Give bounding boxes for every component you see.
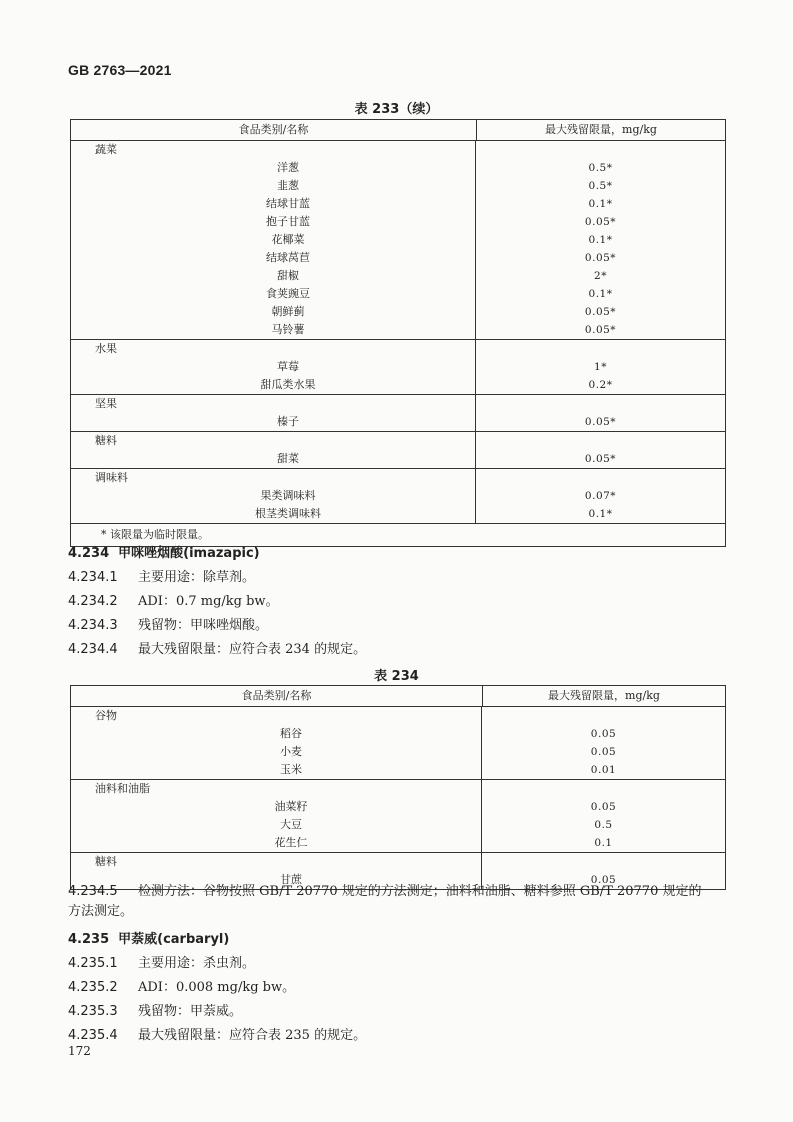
food-name: 根茎类调味料 xyxy=(255,507,321,520)
section-title: 甲萘威(carbaryl) xyxy=(118,932,230,947)
table234 xyxy=(70,685,726,890)
limit-value: 0.05 xyxy=(590,874,617,886)
table234-caption: 表 234 xyxy=(374,669,419,684)
section-4234-item-2 xyxy=(68,592,279,612)
table-group xyxy=(71,707,725,780)
food-name: 大豆 xyxy=(280,818,302,831)
col-name-header: 食品类别/名称 xyxy=(71,686,483,706)
limit-value: 0.1* xyxy=(588,234,613,246)
section-4235-item-3 xyxy=(68,1002,242,1022)
group-values xyxy=(476,141,725,339)
category-spacer xyxy=(482,707,725,725)
item-text: 主要用途：杀虫剂。 xyxy=(138,956,256,971)
group-names xyxy=(71,141,476,339)
item-text: ADI：0.008 mg/kg bw。 xyxy=(138,980,296,995)
group-values xyxy=(476,395,725,431)
item-number: 4.234.5 xyxy=(68,884,118,899)
table-group xyxy=(71,469,725,523)
section-4235-item-4 xyxy=(68,1026,366,1046)
standard-header: GB 2763—2021 xyxy=(68,62,172,78)
group-values xyxy=(476,340,725,394)
limit-value: 0.07* xyxy=(584,490,617,502)
item-number: 4.235.4 xyxy=(68,1028,118,1043)
limit-value: 0.5* xyxy=(588,180,613,192)
category-label: 水果 xyxy=(95,342,117,355)
limit-value: 1* xyxy=(594,361,607,373)
category-label: 糖料 xyxy=(95,434,117,447)
group-values xyxy=(476,432,725,468)
category-label: 谷物 xyxy=(95,709,117,722)
item-text-line2: 方法测定。 xyxy=(68,904,134,919)
food-name: 果类调味料 xyxy=(260,489,316,502)
col-limit-header: 最大残留限量，mg/kg xyxy=(545,123,657,136)
group-values xyxy=(482,780,725,852)
limit-value: 0.05 xyxy=(590,746,617,758)
category-spacer xyxy=(476,141,725,159)
table-group xyxy=(71,141,725,340)
food-name: 结球甘蓝 xyxy=(266,197,310,210)
limit-value: 0.1* xyxy=(588,288,613,300)
table-group xyxy=(71,432,725,469)
col-limit-header: 最大残留限量，mg/kg xyxy=(548,689,660,702)
food-name: 甘蔗 xyxy=(280,873,302,886)
section-4235-heading xyxy=(68,930,229,950)
section-4234-item-4 xyxy=(68,640,366,660)
limit-value: 2* xyxy=(594,270,607,282)
item-number: 4.235.2 xyxy=(68,980,118,995)
limit-value: 0.1* xyxy=(588,508,613,520)
food-name: 油菜籽 xyxy=(274,800,308,813)
group-values xyxy=(476,469,725,523)
table234-body xyxy=(71,707,725,889)
item-text: ADI：0.7 mg/kg bw。 xyxy=(138,594,279,609)
group-names xyxy=(71,340,476,394)
category-label: 调味料 xyxy=(95,471,128,484)
limit-value: 0.05 xyxy=(590,801,617,813)
section-4235-item-1 xyxy=(68,954,255,974)
category-spacer xyxy=(482,780,725,798)
food-name: 朝鲜蓟 xyxy=(271,305,305,318)
limit-value: 0.05* xyxy=(584,306,617,318)
item-text: 残留物：甲萘威。 xyxy=(138,1004,243,1019)
item-text: 最大残留限量：应符合表 235 的规定。 xyxy=(138,1028,367,1043)
group-values xyxy=(482,707,725,779)
category-label: 蔬菜 xyxy=(95,143,117,156)
limit-value: 0.5 xyxy=(594,819,613,831)
food-name: 花生仁 xyxy=(274,836,308,849)
section-number: 4.234 xyxy=(68,546,110,561)
section-42345 xyxy=(68,882,728,922)
table233 xyxy=(70,119,726,547)
food-name: 稻谷 xyxy=(280,727,302,740)
limit-value: 0.05* xyxy=(584,324,617,336)
limit-value: 0.01 xyxy=(590,764,617,776)
limit-value: 0.05* xyxy=(584,416,617,428)
item-number: 4.234.4 xyxy=(68,642,118,657)
table234-header xyxy=(71,686,725,707)
food-name: 食荚豌豆 xyxy=(266,287,310,300)
item-text-line1: 检测方法：谷物按照 GB/T 20770 规定的方法测定；油料和油脂、糖料参照 GB/T 20770 规定的 xyxy=(138,884,702,899)
section-title: 甲咪唑烟酸(imazapic) xyxy=(118,546,260,561)
food-name: 结球莴苣 xyxy=(266,251,310,264)
category-spacer xyxy=(476,432,725,450)
limit-value: 0.5* xyxy=(588,162,613,174)
category-spacer xyxy=(476,395,725,413)
category-label: 糖料 xyxy=(95,855,117,868)
group-names xyxy=(71,432,476,468)
category-label: 坚果 xyxy=(95,397,117,410)
table-group xyxy=(71,395,725,432)
group-names xyxy=(71,707,482,779)
section-4234-item-1 xyxy=(68,568,255,588)
table-group xyxy=(71,780,725,853)
food-name: 马铃薯 xyxy=(271,323,305,336)
limit-value: 0.1* xyxy=(588,198,613,210)
food-name: 玉米 xyxy=(280,763,302,776)
table233-caption: 表 233（续） xyxy=(354,102,439,117)
item-number: 4.234.2 xyxy=(68,594,118,609)
category-spacer xyxy=(476,469,725,487)
section-4235-item-2 xyxy=(68,978,295,998)
limit-value: 0.05* xyxy=(584,252,617,264)
table233-header xyxy=(71,120,725,141)
category-spacer xyxy=(482,853,725,871)
table-group xyxy=(71,340,725,395)
section-4234-item-3 xyxy=(68,616,268,636)
item-text: 残留物：甲咪唑烟酸。 xyxy=(138,618,269,633)
limit-value: 0.2* xyxy=(588,379,613,391)
food-name: 榛子 xyxy=(277,415,299,428)
food-name: 洋葱 xyxy=(277,161,299,174)
food-name: 花椰菜 xyxy=(271,233,305,246)
limit-value: 0.05* xyxy=(584,216,617,228)
limit-value: 0.1 xyxy=(594,837,613,849)
item-number: 4.235.3 xyxy=(68,1004,118,1019)
food-name: 草莓 xyxy=(277,360,299,373)
item-number: 4.234.3 xyxy=(68,618,118,633)
group-names xyxy=(71,780,482,852)
food-name: 抱子甘蓝 xyxy=(266,215,310,228)
limit-value: 0.05 xyxy=(590,728,617,740)
item-text: 主要用途：除草剂。 xyxy=(138,570,256,585)
category-spacer xyxy=(476,340,725,358)
item-number: 4.235.1 xyxy=(68,956,118,971)
food-name: 甜菜 xyxy=(277,452,299,465)
table233-footnote: * 该限量为临时限量。 xyxy=(71,523,725,546)
food-name: 韭葱 xyxy=(277,179,299,192)
food-name: 甜椒 xyxy=(277,269,299,282)
item-text: 最大残留限量：应符合表 234 的规定。 xyxy=(138,642,367,657)
section-number: 4.235 xyxy=(68,932,110,947)
page-number: 172 xyxy=(68,1044,91,1058)
item-number: 4.234.1 xyxy=(68,570,118,585)
food-name: 甜瓜类水果 xyxy=(260,378,316,391)
table233-body xyxy=(71,141,725,523)
limit-value: 0.05* xyxy=(584,453,617,465)
col-name-header: 食品类别/名称 xyxy=(71,120,477,140)
category-label: 油料和油脂 xyxy=(95,782,150,795)
food-name: 小麦 xyxy=(280,745,302,758)
group-names xyxy=(71,395,476,431)
section-4234-heading xyxy=(68,544,260,564)
group-names xyxy=(71,469,476,523)
